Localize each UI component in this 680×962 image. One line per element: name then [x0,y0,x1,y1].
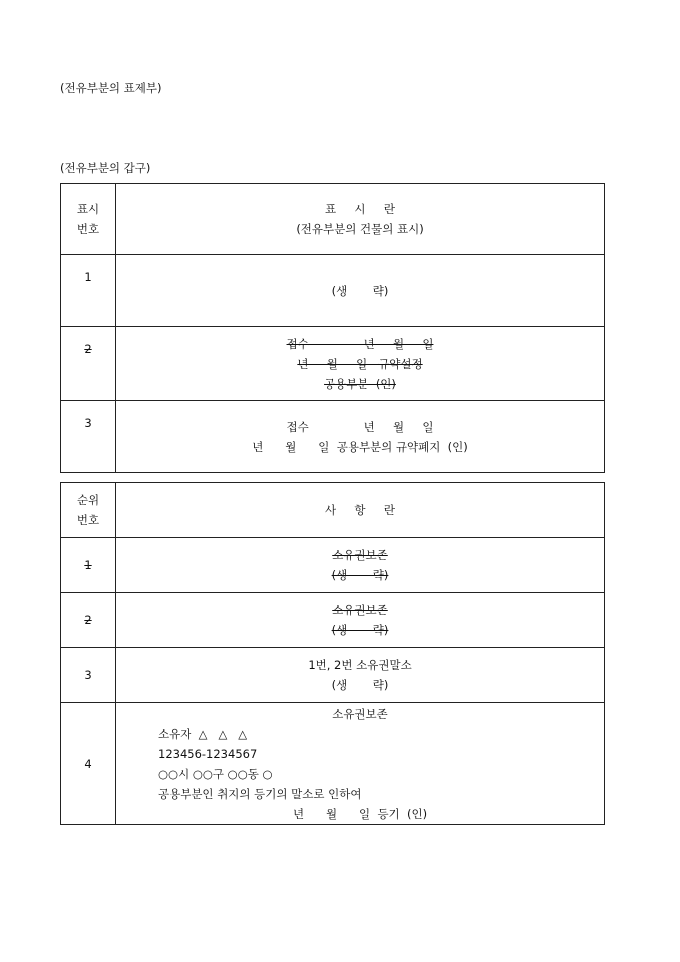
row-number [61,703,116,825]
row-content [116,648,605,703]
header-num-label-line1: 순위 [76,493,100,507]
display-row-3 [61,401,605,473]
matters-table [60,482,605,825]
caption-title-section: (전유부분의 표제부) [60,81,162,95]
matters-row-4 [61,703,605,825]
header-subtitle: (전유부분의 건물의 표시) [296,222,424,236]
row-number [61,401,116,473]
matters-row-3 [61,648,605,703]
row4-address: ○○시 ○○구 ○○동 ○ [158,766,273,781]
row-line: 접수 년 월 일 [286,419,434,434]
row4-id-number: 123456-1234567 [158,746,258,761]
display-table-header-row [61,184,605,255]
row-content [116,593,605,648]
row-line: 접수 년 월 일 [286,336,434,351]
matters-row-2 [61,593,605,648]
row-number [61,327,116,401]
header-num-label-line2: 번호 [76,513,100,527]
row4-date-line: 년 월 일 등기 (인) [292,806,428,821]
display-row-1 [61,255,605,327]
header-title: 사 항 란 [325,503,395,517]
row-number-text: 2 [84,342,92,356]
row-number [61,593,116,648]
row-line: 소유권보존 [332,548,388,562]
row-line: (생 략) [331,678,389,692]
row-content [116,538,605,593]
row-content [116,255,605,327]
row-number-text: 3 [84,668,92,682]
row-content [116,401,605,473]
row-number-text: 4 [84,756,92,771]
row-line: 공용부분 (인) [324,376,396,391]
row-number [61,255,116,327]
row-line: (생 략) [331,283,389,298]
row4-owner: 소유자 △ △ △ [158,726,248,741]
row-line: (생 략) [331,568,389,582]
row-content [116,327,605,401]
row4-title: 소유권보존 [332,706,388,721]
header-num-label-line1: 표시 [76,202,100,216]
row-number-text: 1 [84,558,92,572]
row-line: 소유권보존 [332,603,388,617]
row-line: (생 략) [331,623,389,637]
row-number [61,648,116,703]
row-line: 년 월 일 규약설정 [297,356,423,371]
matters-table-header-row [61,483,605,538]
header-num-cell [61,184,116,255]
header-title-cell [116,184,605,255]
matters-row-1 [61,538,605,593]
row-number-text: 3 [84,416,92,430]
row-number-text: 2 [84,613,92,627]
row-line: 년 월 일 공용부분의 규약폐지 (인) [252,439,468,454]
header-num-label-line2: 번호 [76,222,100,236]
row-content [116,703,605,825]
header-num-cell [61,483,116,538]
display-table [60,183,605,473]
caption-gapgu-section: (전유부분의 갑구) [60,161,151,175]
display-row-2 [61,327,605,401]
row-number-text: 1 [84,270,92,284]
header-title-cell [116,483,605,538]
row-line: 1번, 2번 소유권말소 [308,658,412,672]
row-number [61,538,116,593]
header-title: 표 시 란 [325,202,395,216]
row4-cause: 공용부분인 취지의 등기의 말소로 인하여 [158,786,362,801]
